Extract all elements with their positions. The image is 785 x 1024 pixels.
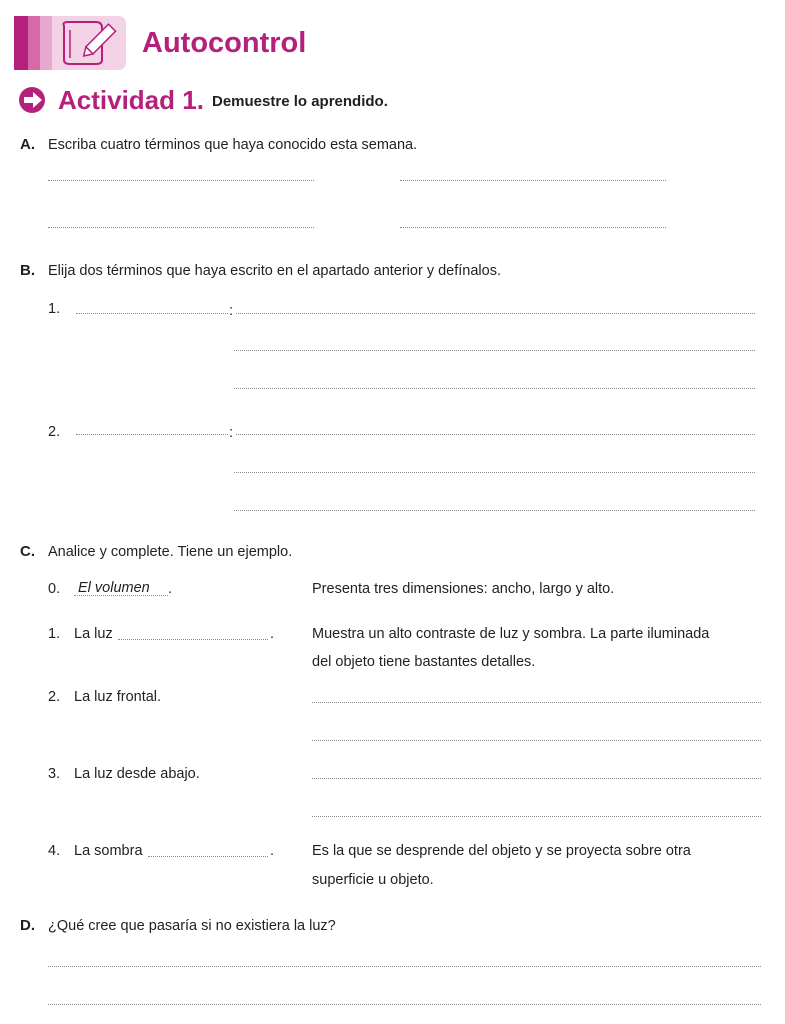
row-number: 2. bbox=[48, 689, 61, 705]
page-title: Autocontrol bbox=[142, 27, 307, 59]
pencil-notebook-icon bbox=[14, 16, 132, 70]
answer-line[interactable] bbox=[312, 740, 761, 741]
answer-line[interactable] bbox=[236, 434, 755, 435]
answer-line[interactable] bbox=[118, 639, 268, 640]
answer-line[interactable] bbox=[48, 1004, 761, 1005]
row-term: La luz desde abajo. bbox=[74, 766, 200, 782]
section-d-prompt: ¿Qué cree que pasaría si no existiera la luz? bbox=[48, 918, 336, 934]
row-end: . bbox=[270, 626, 275, 642]
answer-line[interactable] bbox=[148, 856, 268, 857]
row-term: La sombra bbox=[74, 843, 143, 859]
answer-line[interactable] bbox=[48, 227, 314, 228]
section-c-prompt: Analice y complete. Tiene un ejemplo. bbox=[48, 544, 293, 560]
answer-line[interactable] bbox=[400, 180, 666, 181]
answer-line[interactable] bbox=[400, 227, 666, 228]
answer-line[interactable] bbox=[48, 180, 314, 181]
section-b-letter: B. bbox=[20, 262, 35, 279]
answer-line[interactable] bbox=[234, 472, 755, 473]
section-a-prompt: Escriba cuatro términos que haya conocido esta semana. bbox=[48, 137, 418, 153]
separator: : bbox=[229, 425, 234, 441]
example-term: El volumen bbox=[78, 580, 150, 596]
answer-line[interactable] bbox=[312, 702, 761, 703]
row-end: . bbox=[270, 843, 275, 859]
answer-line[interactable] bbox=[234, 510, 755, 511]
row-term: La luz bbox=[74, 626, 113, 642]
answer-line[interactable] bbox=[234, 350, 755, 351]
row-description: Presenta tres dimensiones: ancho, largo y alto. bbox=[312, 581, 615, 597]
list-item-number: 2. bbox=[48, 424, 61, 440]
answer-line[interactable] bbox=[48, 966, 761, 967]
separator: : bbox=[229, 303, 234, 319]
list-item-number: 1. bbox=[48, 301, 61, 317]
row-description: Muestra un alto contraste de luz y sombra. La parte iluminada bbox=[312, 626, 710, 642]
row-number: 1. bbox=[48, 626, 61, 642]
section-c-letter: C. bbox=[20, 543, 35, 560]
section-a-letter: A. bbox=[20, 136, 35, 153]
arrow-right-icon bbox=[18, 86, 48, 114]
row-description: Es la que se desprende del objeto y se proyecta sobre otra bbox=[312, 843, 691, 859]
row-number: 4. bbox=[48, 843, 61, 859]
answer-line[interactable] bbox=[236, 313, 755, 314]
row-term: La luz frontal. bbox=[74, 689, 162, 705]
answer-line[interactable] bbox=[312, 816, 761, 817]
section-b-prompt: Elija dos términos que haya escrito en el apartado anterior y defínalos. bbox=[48, 263, 501, 279]
section-d-letter: D. bbox=[20, 917, 35, 934]
row-number: 3. bbox=[48, 766, 61, 782]
answer-line[interactable] bbox=[312, 778, 761, 779]
answer-line[interactable] bbox=[234, 388, 755, 389]
row-end: . bbox=[168, 581, 173, 597]
row-number: 0. bbox=[48, 581, 61, 597]
activity-subtitle: Demuestre lo aprendido. bbox=[212, 93, 388, 110]
header-logo bbox=[14, 16, 132, 70]
answer-line bbox=[74, 595, 168, 596]
row-description: superficie u objeto. bbox=[312, 872, 434, 888]
answer-line[interactable] bbox=[76, 313, 228, 314]
activity-label: Actividad 1. bbox=[58, 85, 204, 115]
row-description: del objeto tiene bastantes detalles. bbox=[312, 654, 536, 670]
answer-line[interactable] bbox=[76, 434, 228, 435]
